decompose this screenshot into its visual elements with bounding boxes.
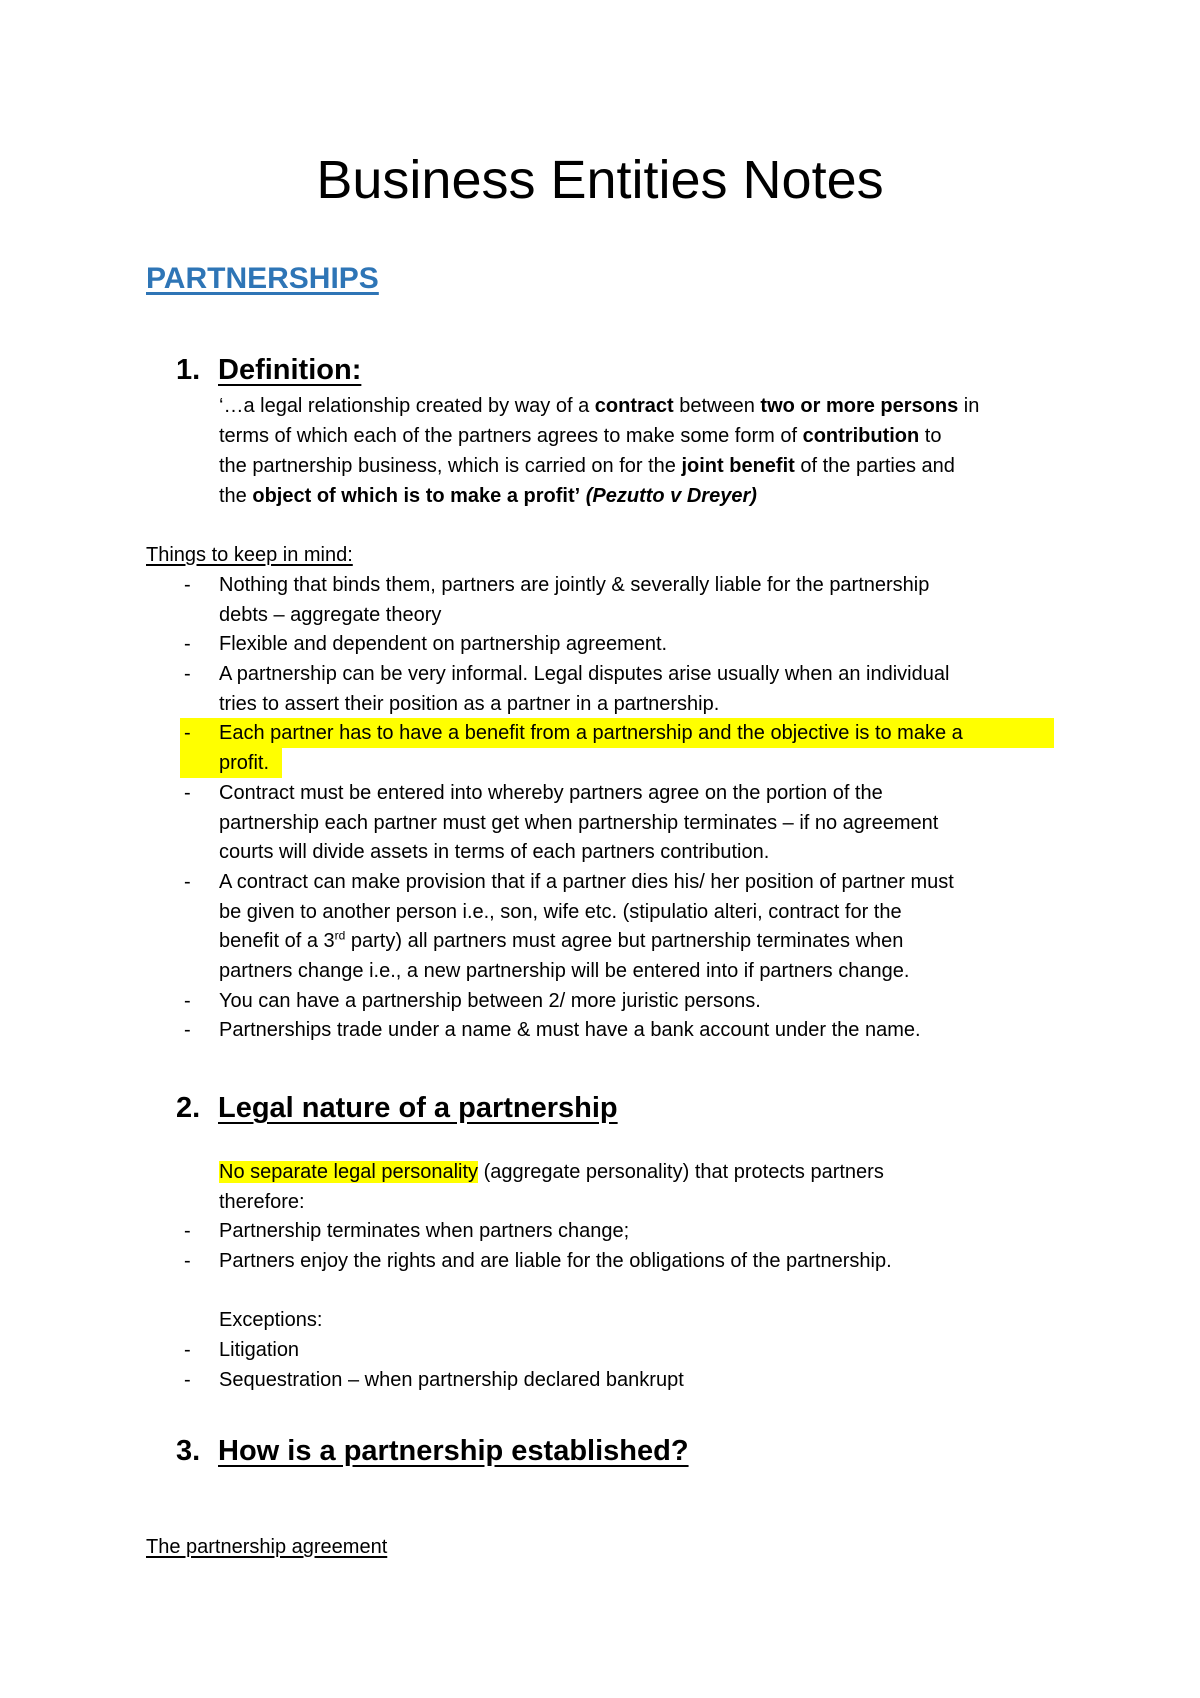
bullet-dash: - bbox=[184, 1220, 191, 1242]
document-title: Business Entities Notes bbox=[316, 150, 884, 210]
bullet-text: A contract can make provision that if a partner dies his/ her position of partner must bbox=[219, 871, 954, 893]
bullet-text: A partnership can be very informal. Legal disputes arise usually when an individual bbox=[219, 663, 950, 685]
partnership-agreement-heading: The partnership agreement bbox=[146, 1536, 388, 1558]
definition-line-3: the partnership business, which is carried on for the joint benefit of the parties and bbox=[219, 455, 955, 477]
bullet-text: courts will divide assets in terms of each partners contribution. bbox=[219, 841, 770, 863]
heading-text: Definition: bbox=[218, 354, 362, 386]
bullet-dash: - bbox=[184, 633, 191, 655]
heading-number: 2. bbox=[176, 1092, 201, 1124]
legal-nature-line-1: No separate legal personality (aggregate personality) that protects partners bbox=[219, 1161, 884, 1183]
heading-how-established bbox=[176, 1433, 689, 1469]
bullet-text: Flexible and dependent on partnership agreement. bbox=[219, 633, 668, 655]
bullet-dash: - bbox=[184, 722, 191, 744]
bullet-text: partners change i.e., a new partnership will be entered into if partners change. bbox=[219, 960, 910, 982]
heading-text: Legal nature of a partnership bbox=[218, 1092, 618, 1124]
bullet-text: Contract must be entered into whereby partners agree on the portion of the bbox=[219, 782, 883, 804]
bullet-text: benefit of a 3rd party) all partners must agree but partnership terminates when bbox=[219, 928, 904, 952]
bullet-dash: - bbox=[184, 782, 191, 804]
bullet-text: You can have a partnership between 2/ more juristic persons. bbox=[219, 990, 761, 1012]
heading-legal-nature bbox=[176, 1090, 618, 1126]
heading-number: 1. bbox=[176, 354, 201, 386]
exceptions-label: Exceptions: bbox=[219, 1309, 323, 1331]
bullet-text: Litigation bbox=[219, 1339, 300, 1361]
bullet-text: tries to assert their position as a partner in a partnership. bbox=[219, 693, 720, 715]
heading-text: How is a partnership established? bbox=[218, 1435, 689, 1467]
things-to-keep-in-mind-heading: Things to keep in mind: bbox=[146, 544, 353, 566]
section-heading-partnerships: PARTNERSHIPS bbox=[146, 262, 379, 295]
bullet-text: Partners enjoy the rights and are liable for the obligations of the partnership. bbox=[219, 1250, 892, 1272]
bullet-text: Nothing that binds them, partners are jointly & severally liable for the partnership bbox=[219, 574, 930, 596]
bullet-dash: - bbox=[184, 990, 191, 1012]
definition-line-2: terms of which each of the partners agrees to make some form of contribution to bbox=[219, 425, 942, 447]
heading-number: 3. bbox=[176, 1435, 201, 1467]
bullet-text-highlighted: Each partner has to have a benefit from a partnership and the objective is to make a bbox=[219, 722, 963, 744]
highlighted-phrase: No separate legal personality bbox=[219, 1161, 479, 1183]
bullet-dash: - bbox=[184, 1339, 191, 1361]
bullet-dash: - bbox=[184, 1019, 191, 1041]
bullet-text: Sequestration – when partnership declared bankrupt bbox=[219, 1369, 684, 1391]
definition-line-4: the object of which is to make a profit’ (Pezutto v Dreyer) bbox=[219, 485, 757, 507]
bullet-dash: - bbox=[184, 1369, 191, 1391]
bullet-text: be given to another person i.e., son, wife etc. (stipulatio alteri, contract for the bbox=[219, 901, 902, 923]
bullet-text: partnership each partner must get when partnership terminates – if no agreement bbox=[219, 812, 939, 834]
bullet-dash: - bbox=[184, 574, 191, 596]
bullet-text: debts – aggregate theory bbox=[219, 604, 442, 626]
bullet-text-highlighted: profit. bbox=[219, 752, 270, 774]
legal-nature-line-2: therefore: bbox=[219, 1191, 305, 1213]
bullet-text: Partnership terminates when partners change; bbox=[219, 1220, 630, 1242]
heading-definition bbox=[176, 352, 361, 388]
bullet-dash: - bbox=[184, 871, 191, 893]
bullet-dash: - bbox=[184, 663, 191, 685]
bullet-text: Partnerships trade under a name & must have a bank account under the name. bbox=[219, 1019, 921, 1041]
bullet-dash: - bbox=[184, 1250, 191, 1272]
definition-line-1: ‘…a legal relationship created by way of a contract between two or more persons in bbox=[219, 395, 980, 417]
